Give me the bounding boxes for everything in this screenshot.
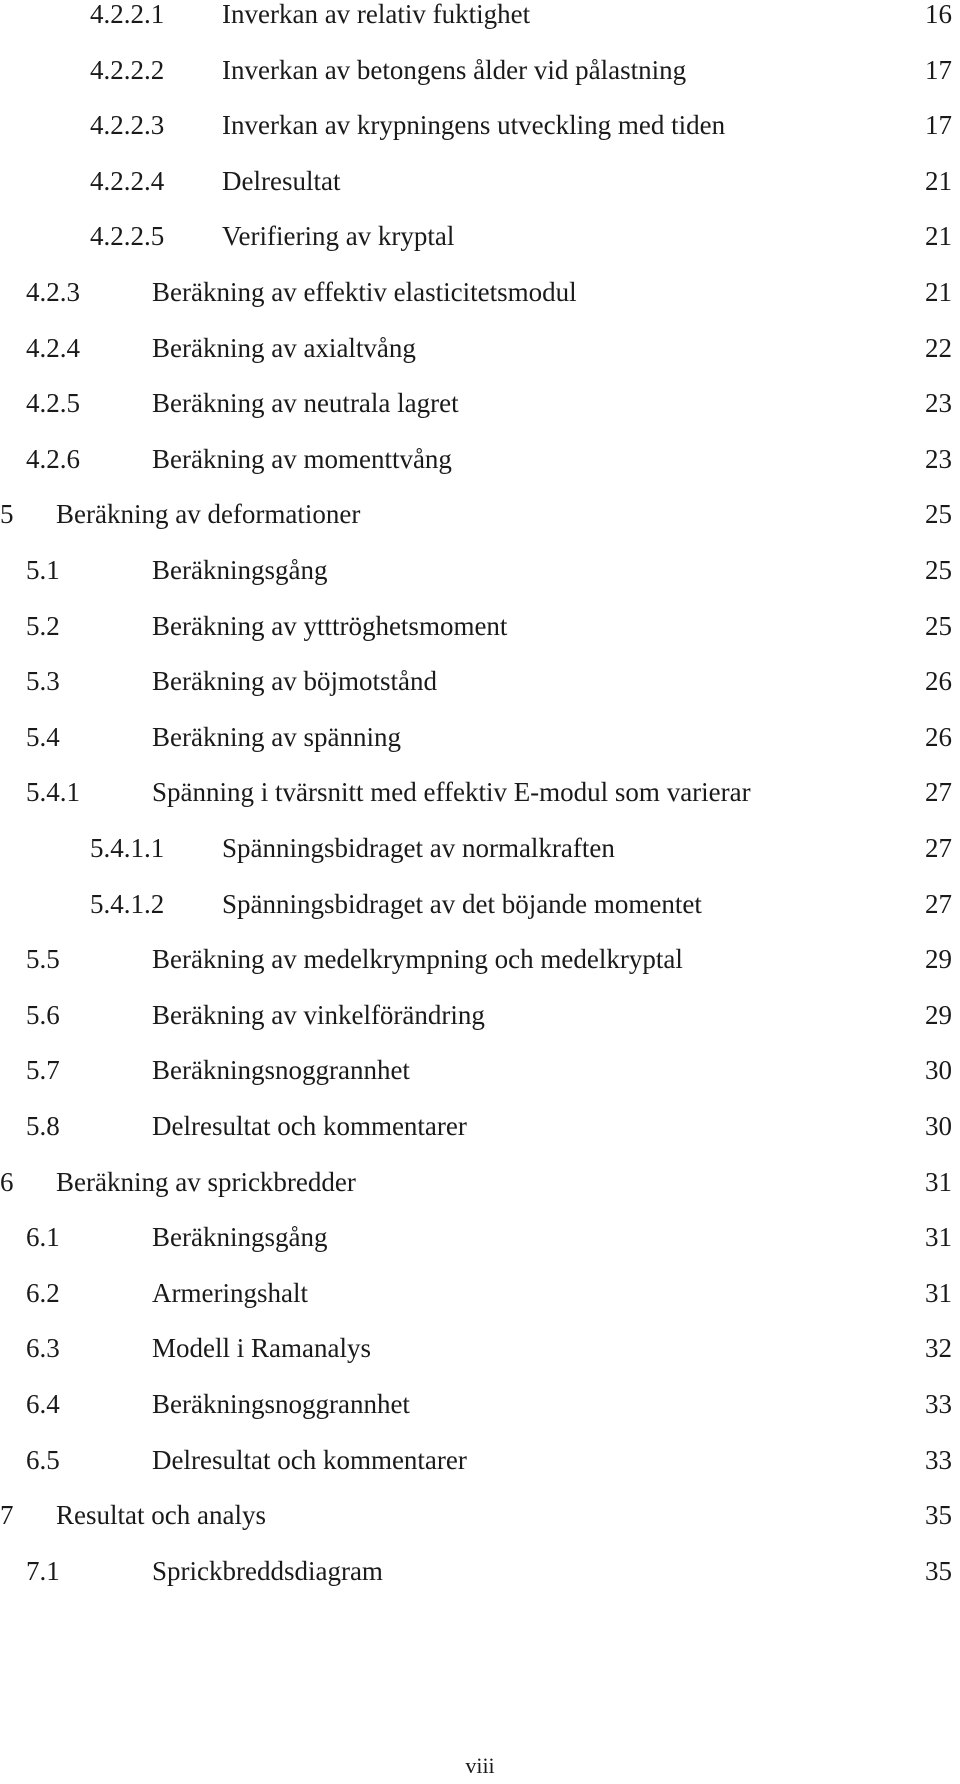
toc-entry-page: 16: [925, 0, 952, 29]
toc-entry[interactable]: [0, 1384, 960, 1424]
toc-entry-page: 22: [925, 332, 952, 363]
toc-entry-number: 5.2: [26, 610, 60, 641]
toc-entry-title: Armeringshalt: [152, 1277, 308, 1308]
toc-entry-title: Beräkning av neutrala lagret: [152, 388, 459, 419]
toc-entry-number: 4.2.3: [26, 277, 80, 307]
toc-entry-number: 4.2.2.4: [90, 165, 165, 196]
toc-entry[interactable]: [0, 1106, 960, 1146]
toc-entry-number: 5.4.1.2: [90, 888, 165, 919]
toc-entry-title: Spänning i tvärsnitt med effektiv E-modul som varierar: [152, 777, 751, 808]
toc-entry-number: 4.2.2.2: [90, 54, 165, 85]
toc-entry-number: 5.4.1: [26, 777, 80, 808]
toc-entry-page: 33: [925, 1389, 952, 1419]
toc-entry-page: 23: [925, 388, 952, 419]
toc-entry[interactable]: [0, 1217, 960, 1257]
toc-entry-title: Beräkningsnoggrannhet: [152, 1055, 410, 1086]
toc-entry-page: 27: [925, 888, 952, 919]
toc-entry-page: 23: [925, 443, 952, 474]
toc-entry-page: 35: [925, 1555, 952, 1586]
toc-entry-page: 27: [925, 833, 952, 863]
toc-entry-title: Resultat och analys: [56, 1500, 266, 1531]
toc-entry-number: 5.4.1.1: [90, 833, 165, 863]
toc-entry-number: 5.7: [26, 1055, 60, 1086]
toc-entry[interactable]: [0, 439, 960, 479]
toc-entry-number: 7.1: [26, 1555, 60, 1586]
toc-entry-number: 6.4: [26, 1389, 60, 1419]
toc-entry[interactable]: [0, 1273, 960, 1313]
toc-entry-number: 5.6: [26, 999, 60, 1030]
toc-entry-title: Beräkning av spänning: [152, 721, 401, 752]
toc-entry[interactable]: [0, 661, 960, 701]
toc-entry-title: Beräkning av vinkelförändring: [152, 999, 485, 1030]
toc-entry-page: 26: [925, 721, 952, 752]
toc-entry-title: Beräkningsgång: [152, 1222, 328, 1253]
page-number: viii: [465, 1753, 495, 1778]
toc-entry-title: Beräkning av deformationer: [56, 499, 361, 530]
toc-entry[interactable]: [0, 828, 960, 868]
toc-entry-title: Beräkningsnoggrannhet: [152, 1389, 410, 1419]
toc-entry-number: 6.5: [26, 1444, 60, 1475]
toc-entry[interactable]: [0, 161, 960, 201]
toc-entry-title: Beräkningsgång: [152, 555, 328, 585]
toc-entry-page: 31: [925, 1277, 952, 1308]
toc-entry-title: Beräkning av ytttröghetsmoment: [152, 610, 508, 641]
toc-entry[interactable]: [0, 1162, 960, 1202]
toc-entry-number: 4.2.6: [26, 443, 80, 474]
toc-entry-title: Inverkan av relativ fuktighet: [222, 0, 531, 29]
toc-entry-title: Verifiering av kryptal: [222, 221, 455, 252]
toc-entry-page: 21: [925, 221, 952, 252]
toc-entry-page: 21: [925, 277, 952, 307]
toc-entry-number: 5.1: [26, 555, 60, 585]
toc-entry-title: Beräkning av axialtvång: [152, 332, 416, 363]
toc-entry-page: 33: [925, 1444, 952, 1475]
toc-entry-number: 4.2.5: [26, 388, 80, 419]
toc-entry[interactable]: [0, 606, 960, 646]
toc-entry[interactable]: [0, 884, 960, 924]
toc-entry-page: 25: [925, 499, 952, 530]
toc-entry-title: Modell i Ramanalys: [152, 1333, 371, 1364]
toc-entry-title: Delresultat: [222, 165, 341, 196]
toc-entry-title: Sprickbreddsdiagram: [152, 1555, 383, 1586]
toc-entry-title: Spänningsbidraget av det böjande momentet: [222, 888, 702, 919]
toc-entry-page: 17: [925, 110, 952, 141]
toc-entry[interactable]: [0, 272, 960, 312]
toc-entry[interactable]: [0, 550, 960, 590]
toc-entry[interactable]: [0, 1050, 960, 1090]
toc-entry-page: 26: [925, 666, 952, 697]
toc-entry-page: 31: [925, 1166, 952, 1197]
toc-entry-title: Delresultat och kommentarer: [152, 1111, 467, 1141]
toc-entry-page: 32: [925, 1333, 952, 1364]
toc-entry-number: 6: [0, 1166, 14, 1197]
toc-entry[interactable]: [0, 0, 960, 34]
toc-entry-number: 4.2.2.1: [90, 0, 165, 29]
toc-entry-page: 30: [925, 1055, 952, 1086]
toc-entry-number: 5.4: [26, 721, 60, 752]
toc-entry-title: Inverkan av krypningens utveckling med tiden: [222, 110, 726, 141]
toc-entry-number: 6.1: [26, 1222, 60, 1253]
toc-entry-page: 25: [925, 555, 952, 585]
toc-entry-page: 29: [925, 999, 952, 1030]
toc-entry-title: Beräkning av medelkrympning och medelkryptal: [152, 944, 683, 975]
toc-entry[interactable]: [0, 1328, 960, 1368]
toc-entry-number: 7: [0, 1500, 14, 1531]
toc-entry[interactable]: [0, 717, 960, 757]
toc-entry[interactable]: [0, 1551, 960, 1591]
toc-entry-number: 4.2.2.3: [90, 110, 165, 141]
toc-entry[interactable]: [0, 995, 960, 1035]
toc-entry-number: 6.3: [26, 1333, 60, 1364]
toc-entry-number: 6.2: [26, 1277, 60, 1308]
toc-entry-page: 17: [925, 54, 952, 85]
toc-entry-title: Beräkning av momenttvång: [152, 443, 452, 474]
toc-entry-title: Beräkning av sprickbredder: [56, 1166, 356, 1197]
toc-entry[interactable]: [0, 50, 960, 90]
toc-entry-number: 5.8: [26, 1111, 60, 1141]
toc-entry[interactable]: [0, 772, 960, 812]
toc-entry[interactable]: [0, 494, 960, 534]
toc-entry-page: 35: [925, 1500, 952, 1531]
toc-entry-title: Delresultat och kommentarer: [152, 1444, 467, 1475]
toc-entry-title: Spänningsbidraget av normalkraften: [222, 833, 615, 863]
toc-entry-number: 4.2.2.5: [90, 221, 165, 252]
toc-entry-page: 25: [925, 610, 952, 641]
toc-entry-title: Inverkan av betongens ålder vid pålastning: [222, 54, 687, 85]
toc-entry-title: Beräkning av böjmotstånd: [152, 666, 437, 697]
toc-entry-number: 4.2.4: [26, 332, 80, 363]
toc-entry[interactable]: [0, 383, 960, 423]
toc-entry[interactable]: [0, 1495, 960, 1535]
toc-entry-page: 21: [925, 165, 952, 196]
toc-entry-number: 5.5: [26, 944, 60, 975]
toc-entry[interactable]: [0, 328, 960, 368]
toc-entry-page: 29: [925, 944, 952, 975]
toc-entry-number: 5.3: [26, 666, 60, 697]
toc-entry-number: 5: [0, 499, 14, 530]
toc-entry[interactable]: [0, 939, 960, 979]
toc-entry-page: 30: [925, 1111, 952, 1141]
toc-entry[interactable]: [0, 1440, 960, 1480]
toc-entry-page: 27: [925, 777, 952, 808]
toc-entry-title: Beräkning av effektiv elasticitetsmodul: [152, 277, 577, 307]
toc-entry[interactable]: [0, 216, 960, 256]
toc-entry[interactable]: [0, 105, 960, 145]
toc-entry-page: 31: [925, 1222, 952, 1253]
